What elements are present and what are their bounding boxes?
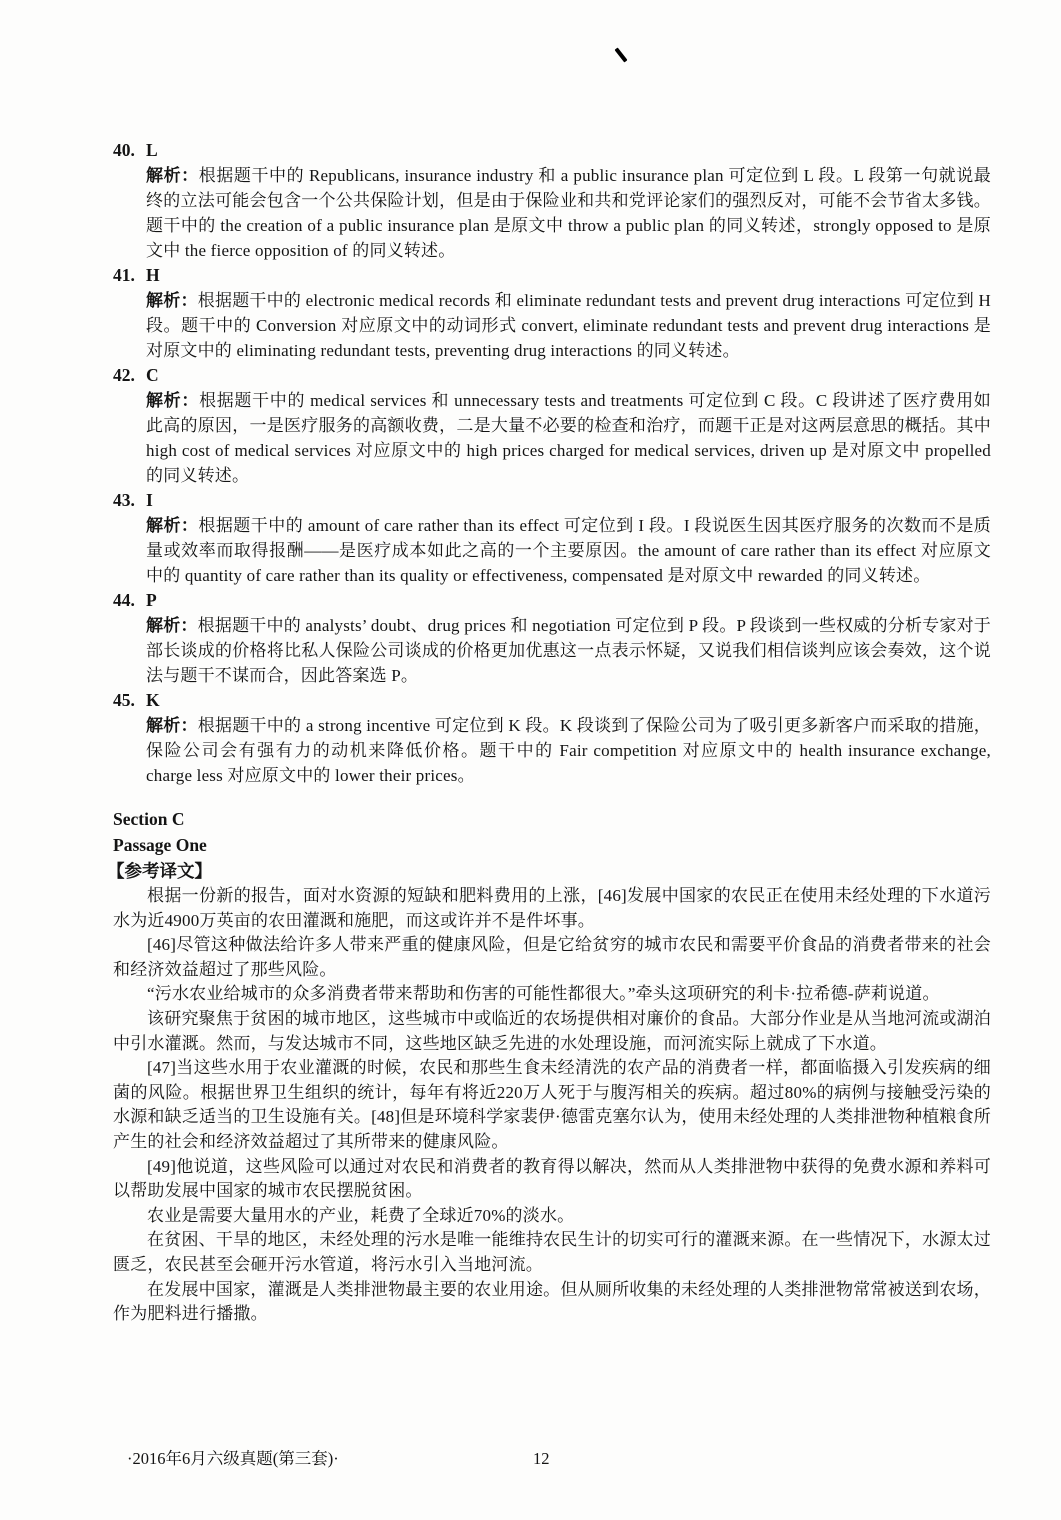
question-number: 41. (113, 265, 135, 285)
answer-item-44 (113, 588, 991, 688)
page-number: 12 (533, 1449, 550, 1468)
analysis-label: 解析： (146, 516, 199, 535)
translation-paragraph: 根据一份新的报告，面对水资源的短缺和肥料费用的上涨，[46]发展中国家的农民正在使用未经处理的下水道污水为近4900万英亩的农田灌溉和施肥，而这或许并不是件坏事。 (113, 886, 991, 930)
question-number: 45. (113, 690, 135, 710)
analysis-label: 解析： (146, 291, 198, 310)
section-c-translation (107, 806, 991, 1327)
analysis-text: 根据题干中的 Republicans, insurance industry 和 a public insurance plan 可定位到 L 段。L 段第一句就说最终的立法可能会包含一个公共保险计划，但是由于保险业和共和党评论家们的强烈反对，可能不会节省太多钱。题干中的 the creation of a public insurance plan 是原文中 throw a public plan 的同义转述，strongly opposed to 是原文中 the fierce opposition of 的同义转述。 (146, 166, 991, 260)
translation-paragraph: 农业是需要大量用水的产业，耗费了全球近70%的淡水。 (147, 1205, 575, 1225)
analysis-text: 根据题干中的 a strong incentive 可定位到 K 段。K 段谈到了保险公司为了吸引更多新客户而采取的措施，保险公司会有强有力的动机来降低价格。题干中的 Fair competition 对应原文中的 health insurance exchange, charge less 对应原文中的 lower their prices。 (146, 716, 991, 785)
translation-body (113, 884, 991, 1327)
pen-scan-mark (614, 47, 627, 62)
reference-translation-heading: 【参考译文】 (107, 861, 212, 881)
answer-item-43 (113, 488, 991, 588)
analysis-label: 解析： (146, 716, 198, 735)
answer-letter: L (146, 140, 158, 160)
question-number: 44. (113, 590, 135, 610)
answer-item-40 (113, 138, 991, 263)
answer-item-head (113, 138, 991, 163)
analysis-paragraph (146, 713, 991, 788)
translation-paragraph: [49]他说道，这些风险可以通过对农民和消费者的教育得以解决，然而从人类排泄物中获得的免费水源和养料可以帮助发展中国家的城市农民摆脱贫困。 (113, 1156, 991, 1201)
passage-one-heading: Passage One (113, 835, 207, 855)
analysis-text: 根据题干中的 amount of care rather than its effect 可定位到 I 段。I 段说医生因其医疗服务的次数而不是质量或效率而取得报酬——是医疗成本如此之高的一个主要原因。the amount of care rather than its effect 对应原文中的 quantity of care rather than its quality or effectiveness, compensated 是对原文中 rewarded 的同义转述。 (146, 516, 991, 585)
page-content (107, 138, 991, 1327)
analysis-text: 根据题干中的 medical services 和 unnecessary tests and treatments 可定位到 C 段。C 段讲述了医疗费用如此高的原因，一是医疗服务的高额收费，二是大量不必要的检查和治疗，而题干正是对这两层意思的概括。其中 high cost of medical services 对应原文中的 high prices charged for medical services, driven up 是对原文中 propelled 的同义转述。 (146, 391, 991, 485)
analysis-paragraph (146, 388, 991, 488)
answer-item-head (113, 263, 991, 288)
answer-letter: I (146, 490, 153, 510)
translation-paragraph: “污水农业给城市的众多消费者带来帮助和伤害的可能性都很大。”牵头这项研究的利卡·拉希德-萨莉说道。 (147, 984, 940, 1004)
question-number: 40. (113, 140, 135, 160)
translation-paragraph: [46]尽管这种做法给许多人带来严重的健康风险，但是它给贫穷的城市农民和需要平价食品的消费者带来的社会和经济效益超过了那些风险。 (113, 935, 991, 979)
question-number: 42. (113, 365, 135, 385)
answer-item-head (113, 688, 991, 713)
answer-item-42 (113, 363, 991, 488)
answer-item-head (113, 588, 991, 613)
matching-answers-section (113, 138, 991, 788)
translation-paragraph: 在贫困、干旱的地区，未经处理的污水是唯一能维持农民生计的切实可行的灌溉来源。在一些情况下，水源太过匮乏，农民甚至会砸开污水管道，将污水引入当地河流。 (113, 1230, 991, 1274)
answer-item-41 (113, 263, 991, 363)
analysis-paragraph (146, 613, 991, 688)
translation-paragraph: 在发展中国家，灌溉是人类排泄物最主要的农业用途。但从厕所收集的未经处理的人类排泄物常常被送到农场，作为肥料进行播撒。 (113, 1279, 991, 1324)
section-c-heading: Section C (113, 809, 185, 829)
analysis-text: 根据题干中的 electronic medical records 和 eliminate redundant tests and prevent drug interactions 可定位到 H 段。题干中的 Conversion 对应原文中的动词形式 convert, eliminate redundant tests and prevent drug interactions 是对原文中的 eliminating redundant tests, preventing drug interactions 的同义转述。 (146, 291, 991, 360)
analysis-label: 解析： (146, 616, 198, 635)
question-number: 43. (113, 490, 135, 510)
analysis-text: 根据题干中的 analysts’ doubt、drug prices 和 negotiation 可定位到 P 段。P 段谈到一些权威的分析专家对于部长谈成的价格将比私人保险公司谈成的价格更加优惠这一点表示怀疑，又说我们相信谈判应该会奏效，这个说法与题干不谋而合，因此答案选 P。 (146, 616, 991, 685)
analysis-paragraph (146, 513, 991, 588)
answer-item-head (113, 488, 991, 513)
answer-item-45 (113, 688, 991, 788)
translation-paragraph: 该研究聚焦于贫困的城市地区，这些城市中或临近的农场提供相对廉价的食品。大部分作业是从当地河流或湖泊中引水灌溉。然而，与发达城市不同，这些地区缺乏先进的水处理设施，而河流实际上就成了下水道。 (113, 1008, 991, 1053)
answer-letter: H (146, 265, 160, 285)
answer-letter: P (146, 590, 157, 610)
analysis-label: 解析： (146, 391, 200, 410)
analysis-label: 解析： (146, 166, 199, 185)
answer-letter: K (146, 690, 160, 710)
analysis-paragraph (146, 163, 991, 263)
answer-item-head (113, 363, 991, 388)
analysis-paragraph (146, 288, 991, 363)
answer-letter: C (146, 365, 159, 385)
translation-paragraph: [47]当这些水用于农业灌溉的时候，农民和那些生食未经清洗的农产品的消费者一样，都面临摄入引发疾病的细菌的风险。根据世界卫生组织的统计，每年有将近220万人死于与腹泻相关的疾病。超过80%的病例与接触受污染的水源和缺乏适当的卫生设施有关。[48]但是环境科学家裴伊·德雷克塞尔认为，使用未经处理的人类排泄物种植粮食所产生的社会和经济效益超过了其所带来的健康风险。 (113, 1058, 991, 1151)
footer-source-label: ·2016年6月六级真题(第三套)· (127, 1449, 339, 1468)
